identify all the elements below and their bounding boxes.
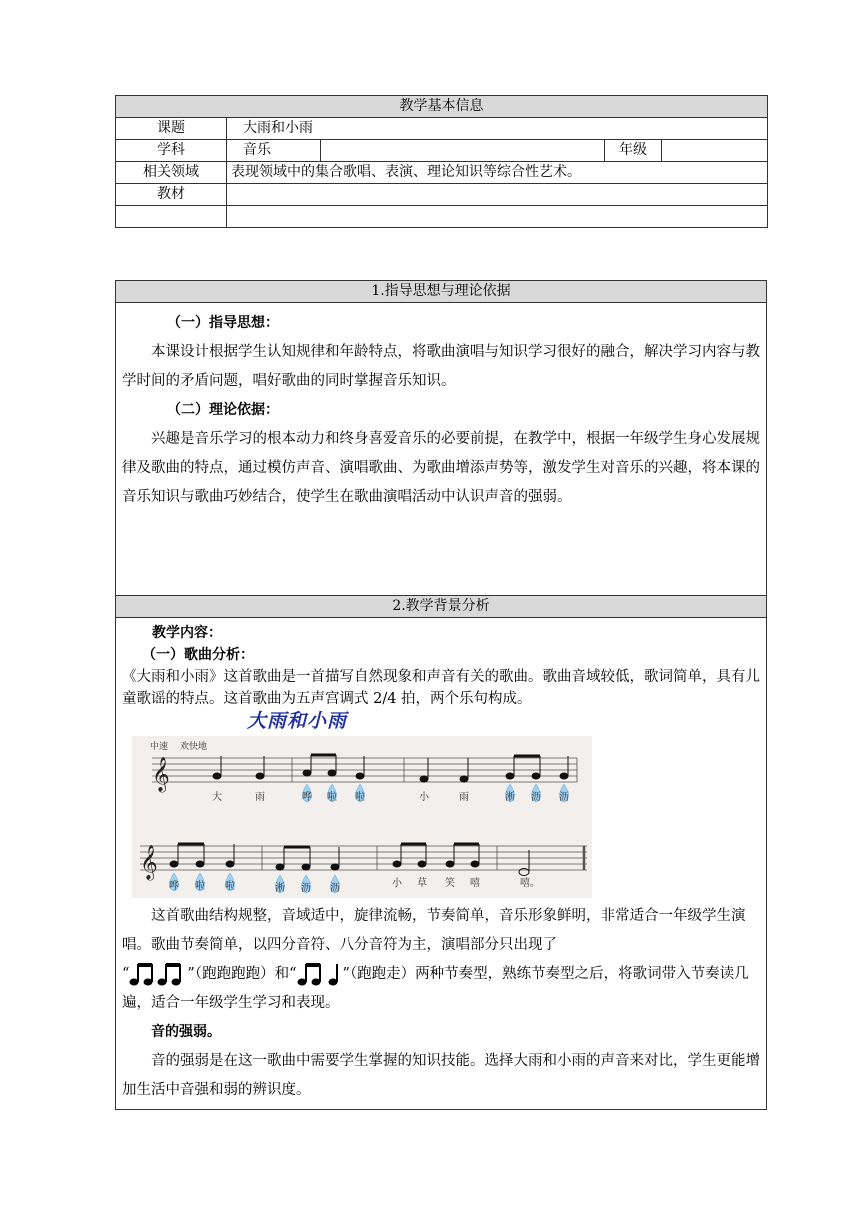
topic-value: 大雨和小雨	[227, 118, 768, 140]
basic-info-header: 教学基本信息	[116, 96, 768, 118]
lyric: 笑	[445, 878, 455, 889]
textbook-label: 教材	[116, 184, 227, 206]
lyric: 啦	[225, 881, 235, 892]
rhythm-two-eighths-quarter-icon	[297, 962, 343, 986]
section1-body	[116, 303, 767, 596]
lyric: 小	[419, 792, 429, 803]
score-tempo: 中速	[150, 742, 169, 752]
rhythm2-desc: （跑跑走）两种节奏型，熟练节奏型之后，将歌词带入节奏读几遍，适合一年级学生学习和表现。	[122, 966, 749, 1011]
topic-label: 课题	[116, 118, 227, 140]
subject-label: 学科	[116, 140, 227, 162]
lyric: 沥	[559, 792, 569, 803]
field-value: 表现领域中的集合歌唱、表演、理论知识等综合性艺术。	[227, 162, 768, 184]
section2-body	[116, 618, 767, 1110]
lyric: 雨	[459, 792, 469, 803]
lyric: 嘻	[470, 878, 480, 889]
theory-title: （二）理论依据：	[167, 402, 279, 418]
lyric: 淅	[505, 792, 515, 803]
textbook-value	[227, 184, 768, 206]
section1-header: 1.指导思想与理论依据	[116, 281, 767, 303]
section2-header: 2.教学背景分析	[116, 596, 767, 618]
song-structure-text: 这首歌曲结构规整，音域适中，旋律流畅，节奏简单，音乐形象鲜明，非常适合一年级学生演唱。歌曲节奏简单，以四分音符、八分音符为主，演唱部分只出现了 “ ”（跑跑跑跑）和“ ”（跑跑走）两种节奏型，熟练节奏型之后，将歌词带入节奏读几遍，适合一年级学生学习和表现。	[122, 908, 749, 1011]
lyric: 雨	[255, 792, 265, 803]
rhythm-four-eighths-icon	[129, 962, 187, 986]
lyric: 啦	[355, 792, 365, 803]
empty-cell	[116, 206, 227, 228]
song-analysis-title: （一）歌曲分析：	[142, 647, 254, 663]
lyric: 啦	[327, 792, 337, 803]
empty-cell	[227, 206, 768, 228]
song-analysis-text: 《大雨和小雨》这首歌曲是一首描写自然现象和声音有关的歌曲。歌曲音域较低，歌词简单，具有儿童歌谣的特点。这首歌曲为五声宫调式 2/4 拍，两个乐句构成。	[122, 669, 760, 707]
lyric: 草	[417, 878, 427, 889]
song-structure-part1: 这首歌曲结构规整，音域适中，旋律流畅，节奏简单，音乐形象鲜明，非常适合一年级学生演唱。歌曲节奏简单，以四分音符、八分音符为主，演唱部分只出现了	[122, 908, 746, 953]
lyric: 淅	[275, 883, 285, 894]
treble-clef-icon: 𝄞	[140, 845, 158, 880]
grade-value	[662, 140, 768, 162]
dynamics-text: 音的强弱是在这一歌曲中需要学生掌握的知识技能。选择大雨和小雨的声音来对比，学生更能增加生活中音强和弱的辨识度。	[122, 1053, 760, 1098]
score-mood: 欢快地	[180, 742, 208, 752]
song-title: 大雨和小雨	[247, 710, 348, 732]
lyric: 沥	[301, 883, 311, 894]
rhythm1-desc: （跑跑跑跑）和	[194, 966, 290, 982]
lyric: 小	[392, 878, 402, 889]
lyric: 哗	[169, 881, 179, 892]
lesson-plan-table	[115, 280, 767, 1110]
lyric: 沥	[330, 883, 340, 894]
guiding-idea-text: 本课设计根据学生认知规律和年龄特点，将歌曲演唱与知识学习很好的融合，解决学习内容与教学时间的矛盾问题，唱好歌曲的同时掌握音乐知识。	[122, 344, 760, 389]
grade-label: 年级	[605, 140, 662, 162]
content-title: 教学内容：	[152, 625, 222, 641]
theory-text: 兴趣是音乐学习的根本动力和终身喜爱音乐的必要前提，在教学中，根据一年级学生身心发展规律及歌曲的特点，通过模仿声音、演唱歌曲、为歌曲增添声势等，激发学生对音乐的兴趣，将本课的音乐知识与歌曲巧妙结合，使学生在歌曲演唱活动中认识声音的强弱。	[122, 431, 760, 505]
lyric: 啦	[195, 881, 205, 892]
guiding-idea-title: （一）指导思想：	[167, 315, 279, 331]
lyric: 嘻。	[520, 878, 540, 889]
lyric: 大	[212, 792, 222, 803]
basic-info-table	[115, 95, 768, 228]
treble-clef-icon: 𝄞	[152, 757, 170, 792]
dynamics-title: 音的强弱。	[151, 1024, 221, 1040]
subject-value: 音乐	[227, 140, 321, 162]
lyric: 沥	[531, 792, 541, 803]
lyric: 哗	[302, 792, 312, 803]
subject-empty-cell	[321, 140, 605, 162]
music-score	[132, 736, 592, 898]
field-label: 相关领域	[116, 162, 227, 184]
